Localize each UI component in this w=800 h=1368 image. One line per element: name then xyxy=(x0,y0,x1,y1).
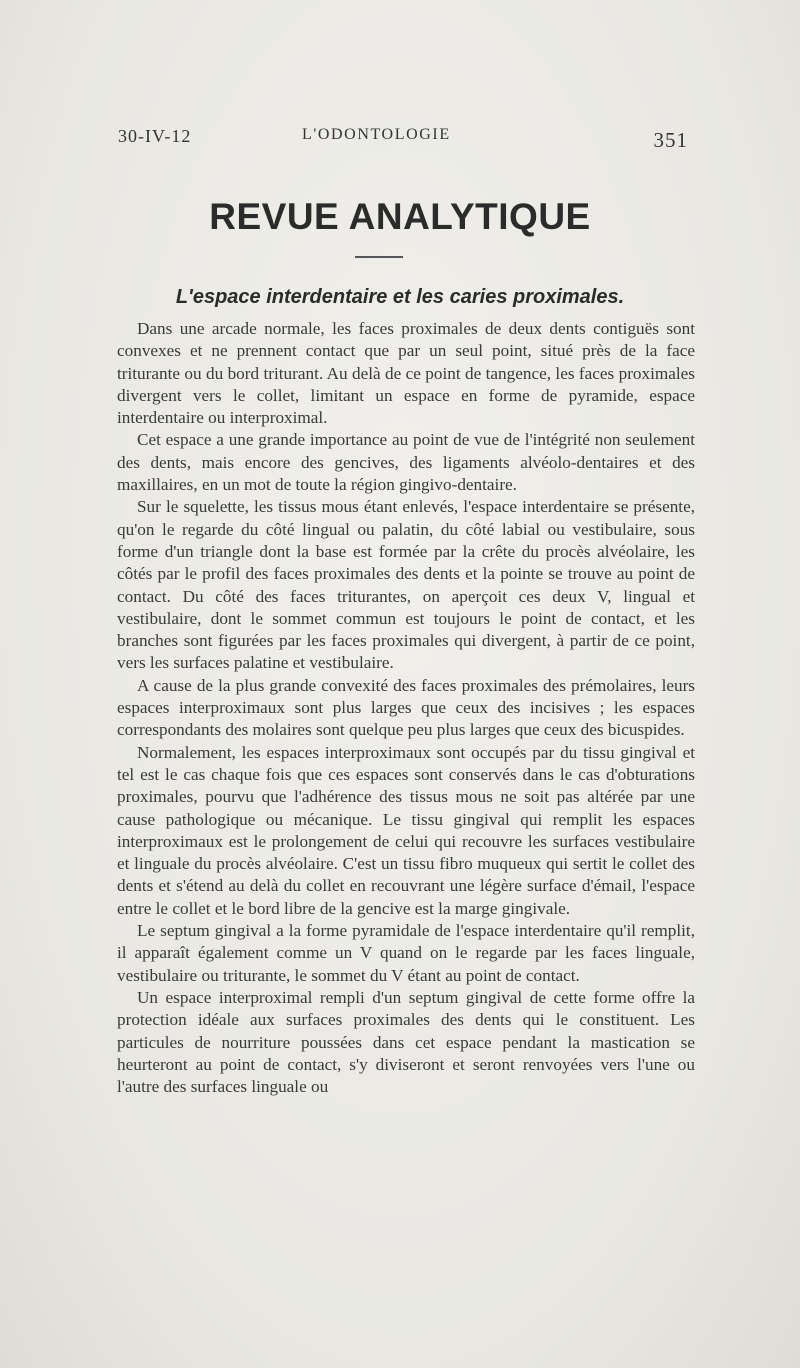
title-divider xyxy=(355,256,403,258)
paragraph: Cet espace a une grande importance au point de vue de l'intégrité non seulement des dents, mais encore des gencives, des ligaments alvéolo-dentaires et des maxillaires, en un mot de toute la région gingivo-dentaire. xyxy=(117,430,695,495)
paragraph: Sur le squelette, les tissus mous étant enlevés, l'espace interdentaire se présente, qu'on le regarde du côté lingual ou palatin, du côté labial ou vestibulaire, sous forme d'un triangle dont la base est formée par la crête du procès alvéolaire, les côtés par le profil des faces proximales des dents et la pointe se trouve au point de contact. Du côté des faces triturantes, on aperçoit ces deux V, lingual et vestibulaire, dont le sommet commun est toujours le point de contact, et les branches sont figurées par les faces proximales qui divergent, à partir de ce point, vers les surfaces palatine et vestibulaire. xyxy=(117,497,695,673)
journal-title: L'ODONTOLOGIE xyxy=(302,126,451,143)
paragraph: A cause de la plus grande convexité des faces proximales des prémolaires, leurs espaces interproximaux sont plus larges que ceux des incisives ; les espaces correspondants des molaires sont quelque peu plus larges que ceux des bicuspides. xyxy=(117,675,695,740)
section-title: REVUE ANALYTIQUE xyxy=(209,196,591,237)
paragraph: Le septum gingival a la forme pyramidale de l'espace interdentaire qu'il remplit, il apparaît également comme un V quand on le regarde par les faces linguale, vestibulaire ou triturante, le sommet du V étant au point de contact. xyxy=(117,921,695,985)
running-header xyxy=(118,126,688,156)
page-number: 351 xyxy=(653,128,688,152)
paragraph: Normalement, les espaces interproximaux sont occupés par du tissu gingival et tel est le cas chaque fois que ces espaces sont conservés dans le cas d'obturations proximales, pourvu que l'adhérence des tissus mous ne soit pas altérée par une cause pathologique ou mécanique. Le tissu gingival qui remplit les espaces interproximaux est le prolongement de celui qui recouvre les surfaces vestibulaire et linguale du procès alvéolaire. C'est un tissu fibro muqueux qui sertit le collet des dents et s'étend au delà du collet en recouvrant une légère surface d'émail, l'espace entre le collet et le bord libre de la gencive est la marge gingivale. xyxy=(117,742,695,918)
paragraph: Un espace interproximal rempli d'un septum gingival de cette forme offre la protection idéale aux surfaces proximales des dents qui le constituent. Les particules de nourriture poussées dans cet espace pendant la mastication se heurteront au point de contact, s'y diviseront et seront renvoyées vers l'une ou l'autre des surfaces linguale ou xyxy=(117,987,695,1097)
issue-date: 30-IV-12 xyxy=(118,126,192,146)
article-title: L'espace interdentaire et les caries proximales. xyxy=(175,286,625,308)
paragraph: Dans une arcade normale, les faces proximales de deux dents contiguës sont convexes et ne prennent contact que par un seul point, situé près de la face triturante ou du bord triturant. Au delà de ce point de tangence, les faces proximales divergent vers le collet, limitant un espace en forme de pyramide, espace interdentaire ou interproximal. xyxy=(117,319,695,428)
article-body xyxy=(117,318,695,1098)
